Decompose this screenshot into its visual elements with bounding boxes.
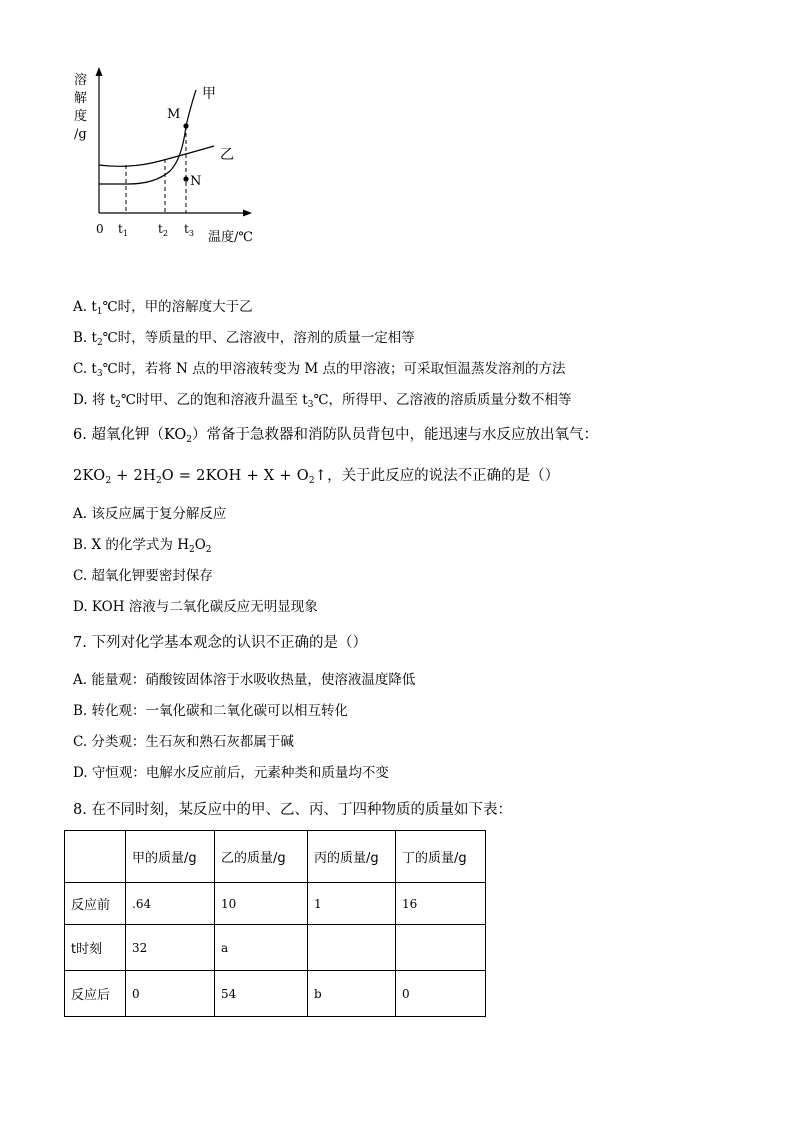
point-m-label: M	[167, 107, 181, 122]
solubility-graph	[60, 62, 320, 252]
q6-option-a: A. 该反应属于复分解反应	[73, 506, 227, 522]
x-tick-t1: $t_1$	[118, 222, 128, 238]
table-cell: 0	[396, 971, 486, 1017]
table-row-label: t时刻	[65, 925, 126, 971]
q8-stem: 8. 在不同时刻，某反应中的甲、乙、丙、丁四种物质的质量如下表：	[73, 802, 512, 818]
y-axis-label-char-2: 解	[74, 91, 88, 106]
y-axis-label-char-1: 溶	[74, 73, 88, 88]
curve-yi	[99, 146, 214, 166]
table-row-label: 反应后	[65, 971, 126, 1017]
table-header-cell: 丁的质量/g	[396, 831, 486, 883]
q7-option-b: B. 转化观：一氧化碳和二氧化碳可以相互转化	[73, 703, 349, 719]
table-header-cell	[65, 831, 126, 883]
q5-option-a: A. $t_1℃$时，甲的溶解度大于乙	[73, 299, 253, 317]
x-tick-t3: $t_3$	[184, 222, 194, 238]
q6-stem: 6. 超氧化钾$(KO_2)$常备于急救器和消防队员背包中，能迅速与水反应放出氧气：	[73, 427, 599, 445]
table-cell: 1	[308, 883, 396, 925]
y-axis-arrow	[96, 67, 103, 76]
point-n	[183, 176, 188, 181]
mass-table	[64, 830, 486, 1017]
table-cell	[396, 925, 486, 971]
q6-equation: $2KO_2 + 2H_2O = 2KOH + X$ + $O_2↑$，关于此反应的说法不正确的是（）	[73, 468, 560, 486]
origin-label: 0	[96, 222, 104, 236]
table-header-cell: 丙的质量/g	[308, 831, 396, 883]
q6-option-b: B. X 的化学式为 $H_2O_2$	[73, 537, 212, 555]
table-row-label: 反应前	[65, 883, 126, 925]
point-m	[183, 123, 188, 128]
table-cell: 0	[126, 971, 215, 1017]
curve-jia	[99, 90, 196, 184]
q5-option-d: D. 将 $t_2℃$时甲、乙的饱和溶液升温至 $t_3℃$，所得甲、乙溶液的溶质质量分数不相等	[73, 392, 572, 410]
x-tick-t2: $t_2$	[158, 222, 168, 238]
q6-option-c: C. 超氧化钾要密封保存	[73, 568, 213, 584]
table-cell: 54	[215, 971, 308, 1017]
table-header-cell: 乙的质量/g	[215, 831, 308, 883]
q7-stem: 7. 下列对化学基本观念的认识不正确的是（）	[73, 635, 367, 651]
table-cell	[308, 925, 396, 971]
table-cell: a	[215, 925, 308, 971]
q7-option-a: A. 能量观：硝酸铵固体溶于水吸收热量，使溶液温度降低	[73, 672, 416, 688]
curve-yi-label: 乙	[220, 147, 234, 163]
table-header-cell: 甲的质量/g	[126, 831, 215, 883]
point-n-label: N	[190, 174, 202, 189]
y-axis-label-char-4: /g	[74, 127, 87, 142]
table-row	[65, 971, 486, 1017]
x-axis-arrow	[243, 210, 252, 217]
q7-option-c: C. 分类观：生石灰和熟石灰都属于碱	[73, 734, 294, 750]
table-cell: 32	[126, 925, 215, 971]
table-cell: .64	[126, 883, 215, 925]
table-row	[65, 883, 486, 925]
table-header-row	[65, 831, 486, 883]
table-cell: b	[308, 971, 396, 1017]
q5-option-c: C. $t_3℃$时，若将 N 点的甲溶液转变为 M 点的甲溶液；可采取恒温蒸发溶剂的方法	[73, 361, 566, 379]
solubility-curve-figure	[60, 62, 320, 252]
y-axis-label-char-3: 度	[74, 109, 88, 124]
x-axis-label: 温度/℃	[208, 230, 253, 245]
table-row	[65, 925, 486, 971]
q5-option-b: B. $t_2℃$时，等质量的甲、乙溶液中，溶剂的质量一定相等	[73, 330, 415, 348]
curve-jia-label: 甲	[202, 86, 216, 102]
table-cell: 10	[215, 883, 308, 925]
table-cell: 16	[396, 883, 486, 925]
q6-option-d: D. KOH 溶液与二氧化碳反应无明显现象	[73, 599, 318, 615]
q7-option-d: D. 守恒观：电解水反应前后，元素种类和质量均不变	[73, 765, 389, 781]
